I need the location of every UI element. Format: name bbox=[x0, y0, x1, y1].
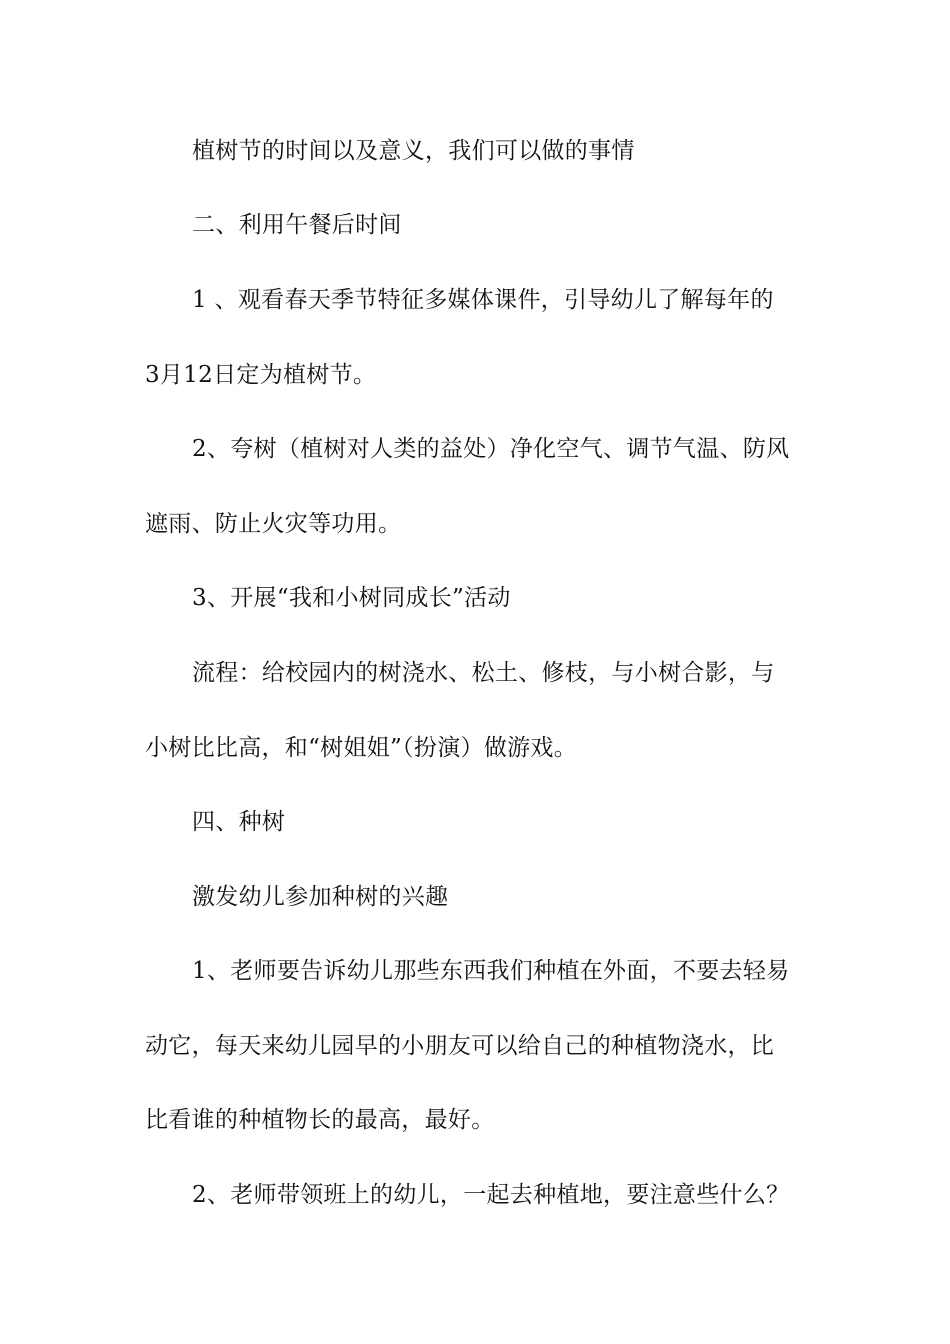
paragraph-line: 遮雨、防止火灾等功用。 bbox=[145, 511, 402, 537]
paragraph-line: 小树比比高，和“树姐姐”（扮演）做游戏。 bbox=[145, 735, 578, 761]
section-heading: 二、利用午餐后时间 bbox=[192, 212, 402, 238]
paragraph-line: 2、夸树（植树对人类的益处）净化空气、调节气温、防风 bbox=[192, 436, 790, 462]
paragraph-line: 1、老师要告诉幼儿那些东西我们种植在外面，不要去轻易 bbox=[192, 958, 790, 984]
paragraph-line: 动它，每天来幼儿园早的小朋友可以给自己的种植物浇水，比 bbox=[145, 1033, 775, 1059]
paragraph-line: 3月12日定为植树节。 bbox=[145, 362, 377, 388]
paragraph-line: 1 、观看春天季节特征多媒体课件，引导幼儿了解每年的 bbox=[192, 287, 774, 313]
paragraph-line: 3、开展“我和小树同成长”活动 bbox=[192, 585, 511, 611]
paragraph-line: 植树节的时间以及意义，我们可以做的事情 bbox=[192, 138, 635, 164]
paragraph-line: 流程：给校园内的树浇水、松土、修枝，与小树合影，与 bbox=[192, 660, 775, 686]
section-heading: 四、种树 bbox=[192, 809, 286, 835]
paragraph-line: 2、老师带领班上的幼儿，一起去种植地，要注意些什么？ bbox=[192, 1182, 790, 1208]
paragraph-line: 激发幼儿参加种树的兴趣 bbox=[192, 884, 449, 910]
paragraph-line: 比看谁的种植物长的最高，最好。 bbox=[145, 1107, 495, 1133]
